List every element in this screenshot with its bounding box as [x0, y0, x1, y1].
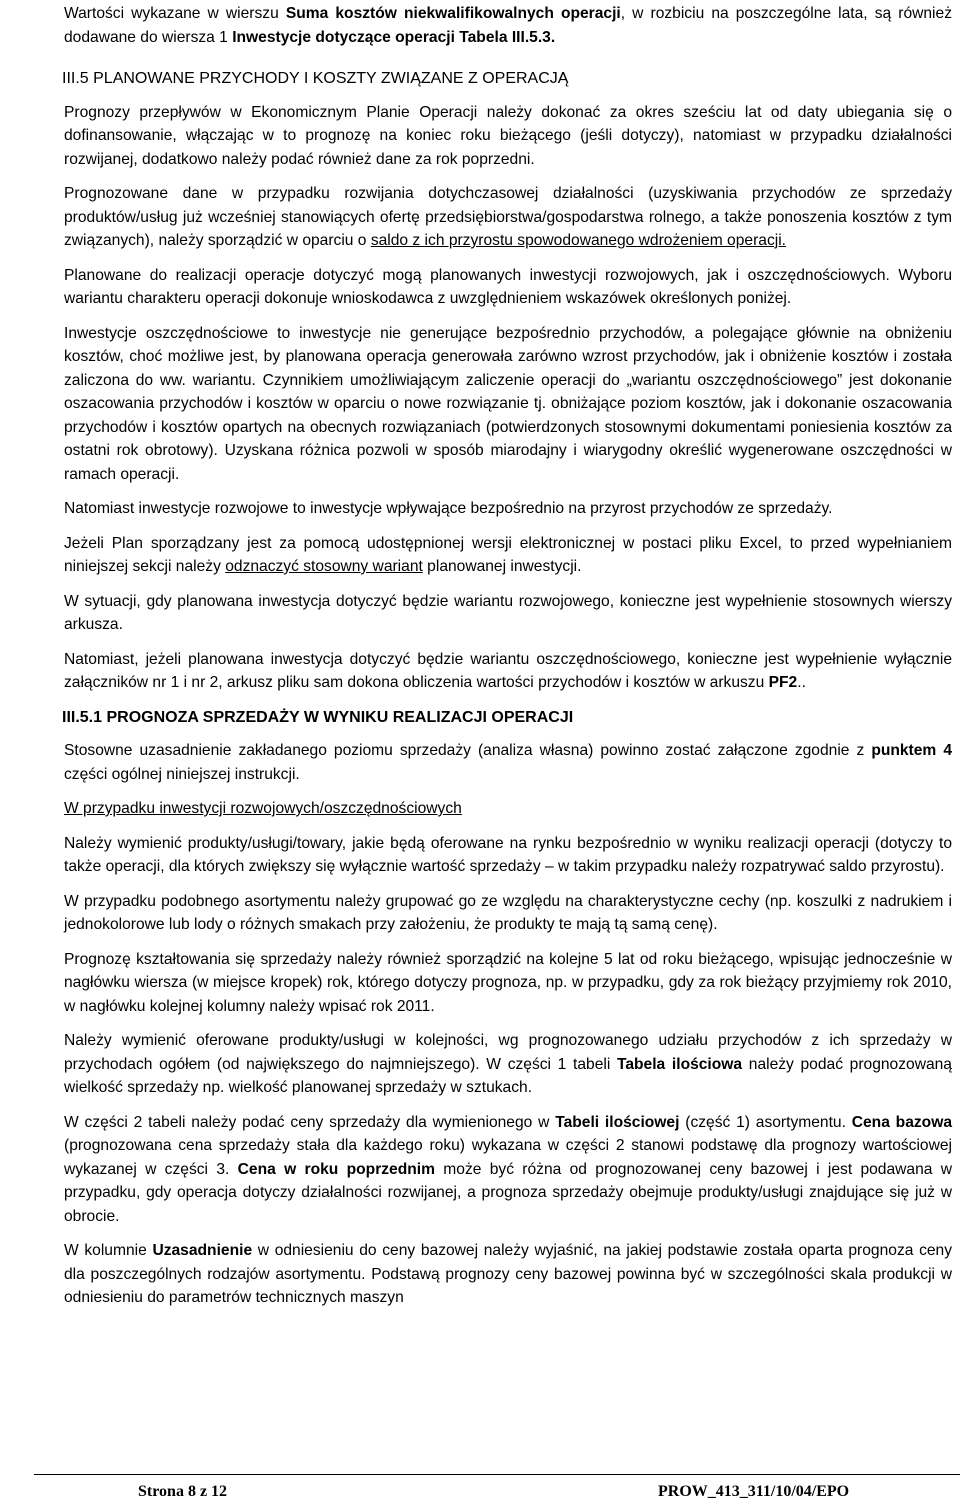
- bold-term: Inwestycje dotyczące operacji Tabela III.5.3.: [232, 28, 556, 46]
- text-run: Prognozowane dane w przypadku rozwijania dotychczasowej działalności (uzyskiwania przychodów ze sprzedaży produktów/usług już wcześniej stanowiących ofertę przedsiębiorstwa/gospodarstwa rolnego, a także ponoszenia kosztów z tym związanych), należy sporządzić w oparciu o: [64, 185, 952, 249]
- text-run: może być różna od prognozowanej ceny bazowej i jest podawana w przypadku, gdy operacja dotyczy działalności rozwijanej, a prognoza sprzedaży obejmuje produkty/usługi znajdujące się już w obrocie.: [64, 1160, 952, 1225]
- paragraph: W sytuacji, gdy planowana inwestycja dotyczyć będzie wariantu rozwojowego, konieczne jest wypełnienie stosownych wierszy arkusza.: [64, 592, 952, 633]
- bold-term: Suma kosztów niekwalifikowalnych operacji: [285, 5, 621, 22]
- text-run: ..: [797, 674, 806, 691]
- text-run: , w rozbiciu na poszczególne lata, są również dodawane do wiersza 1: [64, 5, 952, 46]
- underlined-text: saldo z ich przyrostu spowodowanego wdrożeniem operacji.: [370, 232, 786, 249]
- paragraph: W przypadku podobnego asortymentu należy grupować go ze względu na charakterystyczne cechy (np. koszulki z nadrukiem i jednokolorowe lub lody o różnych smakach przy założeniu, że produkty te mają tą samą cenę).: [64, 892, 952, 933]
- underlined-subheading: [64, 797, 952, 821]
- underlined-text: odznaczyć stosowny wariant: [225, 558, 423, 575]
- page-footer: [0, 1474, 960, 1504]
- bold-term: Cena bazowa: [851, 1113, 952, 1131]
- text-run: W części 2 tabeli należy podać ceny sprzedaży dla wymienionego w: [64, 1113, 556, 1131]
- text-run: (prognozowana cena sprzedaży stała dla każdego roku) wykazana w części 2 stanowi podstawę dla prognozy wartościowej wykazanej w części 3.: [64, 1137, 952, 1178]
- text-run: Należy wymienić oferowane produkty/usługi w kolejności, wg prognozowanego udziału przychodów z ich sprzedaży w przychodach ogółem (od największego do najmniejszego). W części 1 tabeli: [64, 1032, 952, 1073]
- paragraph: Inwestycje oszczędnościowe to inwestycje nie generujące bezpośrednio przychodów, a polegające głównie na obniżeniu kosztów, choć możliwe jest, by planowana operacja generowała zarówno wzrost przychodów, jak i obniżenie kosztów i została zaliczona do ww. wariantu. Czynnikiem umożliwiającym zaliczenie operacji do „wariantu oszczędnościowego” jest dokonanie oszacowania przychodów i kosztów w oparciu o nowe rozwiązanie tj. obniżające poziom kosztów, jak i dokonanie oszacowania przychodów i kosztów opartych na obecnych rozwiązaniach (potwierdzonych stosownymi dokumentami poniesienia kosztów za ostatni rok obrotowy). Uzyskana różnica pozwoli w sposób miarodajny i wiarygodny określić wygenerowane oszczędności w ramach operacji.: [64, 324, 952, 483]
- bold-term: Tabela ilościowa: [616, 1055, 743, 1073]
- bold-term: Uzasadnienie: [152, 1242, 253, 1259]
- text-run: w odniesieniu do ceny bazowej należy wyjaśnić, na jakiej podstawie została oparta prognoza ceny dla poszczególnych rodzajów asortymentu. Podstawą prognozy ceny bazowej powinna być w szczególności skala produkcji w odniesieniu do parametrów technicznych maszyn: [64, 1242, 953, 1306]
- text-run: (część 1) asortymentu.: [679, 1113, 852, 1131]
- paragraph: [64, 1239, 952, 1310]
- section-heading: III.5 PLANOWANE PRZYCHODY I KOSZTY ZWIĄZANE Z OPERACJĄ: [62, 70, 569, 87]
- paragraph: [64, 1029, 952, 1100]
- text-run: planowanej inwestycji.: [422, 558, 582, 575]
- paragraph: [64, 1111, 952, 1229]
- text-run: Wartości wykazane w wierszu: [64, 5, 286, 22]
- footer-divider: [34, 1474, 960, 1475]
- text-run: Natomiast, jeżeli planowana inwestycja dotyczyć będzie wariantu oszczędnościowego, konieczne jest wypełnienie wyłącznie załączników nr 1 i nr 2, arkusz pliku sam dokona obliczenia wartości przychodów i kosztów w arkuszu: [64, 650, 952, 691]
- text-run: Stosowne uzasadnienie zakładanego poziomu sprzedaży (analiza własna) powinno zostać załączone zgodnie z: [64, 742, 872, 759]
- paragraph: Należy wymienić produkty/usługi/towary, jakie będą oferowane na rynku bezpośrednio w wyniku realizacji operacji (dotyczy to także operacji, dla których zwiększy się wyłącznie wartość sprzedaży – w takim przypadku należy rozpatrywać saldo przyrostu).: [64, 834, 952, 875]
- bold-term: punktem 4: [871, 742, 952, 759]
- document-code: PROW_413_311/10/04/EPO: [658, 1483, 850, 1500]
- page-number: Strona 8 z 12: [138, 1483, 228, 1500]
- paragraph: Natomiast inwestycje rozwojowe to inwestycje wpływające bezpośrednio na przyrost przychodów ze sprzedaży.: [64, 500, 833, 517]
- paragraph: [64, 532, 952, 579]
- text-run: części ogólnej niniejszej instrukcji.: [64, 765, 300, 783]
- text-run: Jeżeli Plan sporządzany jest za pomocą udostępnionej wersji elektronicznej w postaci pliku Excel, to przed wypełnianiem niniejszej sekcji należy: [64, 534, 952, 575]
- subsection-heading: III.5.1 PROGNOZA SPRZEDAŻY W WYNIKU REALIZACJI OPERACJI: [62, 708, 574, 726]
- bold-term: PF2: [768, 674, 798, 691]
- bold-term: Tabeli ilościowej: [555, 1113, 680, 1131]
- text-run: należy podać prognozowaną wielkość sprzedaży np. wielkość planowanej sprzedaży w sztukach.: [64, 1055, 952, 1096]
- paragraph: Prognozę kształtowania się sprzedaży należy również sporządzić na kolejne 5 lat od roku bieżącego, wpisując jednocześnie w nagłówku wiersza (w miejsce kropek) rok, którego dotyczy prognoza, np. w przypadku, gdy za rok bieżący przyjmiemy rok 2010, w nagłówku kolejnej kolumny należy wpisać rok 2011.: [64, 950, 952, 1015]
- paragraph: [64, 648, 952, 695]
- paragraph: [64, 739, 952, 786]
- intro-paragraph: [64, 2, 952, 49]
- paragraph: Prognozy przepływów w Ekonomicznym Planie Operacji należy dokonać za okres sześciu lat od daty ubiegania się o dofinansowanie, włączając w to prognozę na koniec roku bieżącego (jeśli dotyczy), natomiast w przypadku działalności rozwijanej, dodatkowo należy podać również dane za rok poprzedni.: [64, 103, 952, 168]
- text-run: W kolumnie: [64, 1242, 153, 1259]
- underlined-text: W przypadku inwestycji rozwojowych/oszczędnościowych: [64, 800, 462, 817]
- bold-term: Cena w roku poprzednim: [237, 1160, 435, 1178]
- paragraph: [64, 182, 952, 253]
- paragraph: Planowane do realizacji operacje dotyczyć mogą planowanych inwestycji rozwojowych, jak i oszczędnościowych. Wyboru wariantu charakteru operacji dokonuje wnioskodawca z uwzględnieniem wskazówek określonych poniżej.: [64, 266, 952, 307]
- document-body: [64, 2, 952, 1310]
